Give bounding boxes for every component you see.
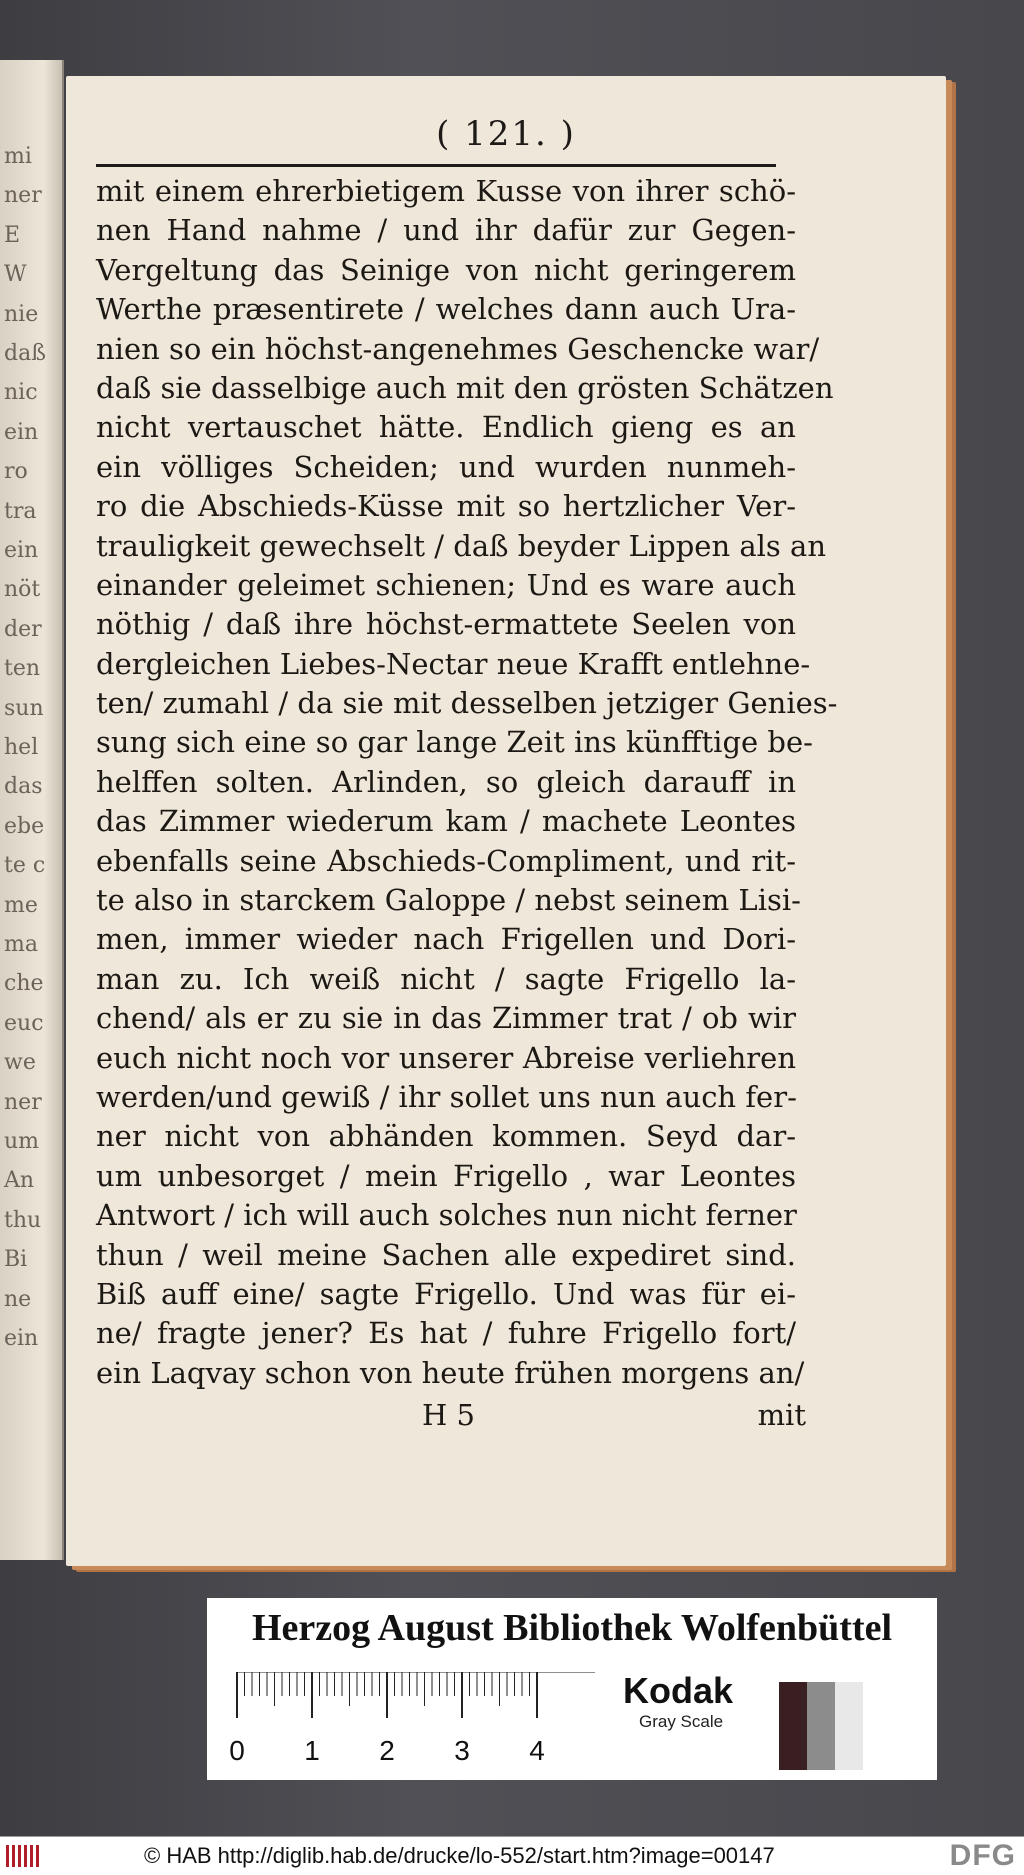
ruler-number: 3 [454,1735,470,1766]
text-line: chend/ als er zu sie in das Zimmer trat / ob wir [96,1001,796,1036]
text-line: ne/ fragte jener? Es hat / fuhre Frigello fort/ [96,1316,796,1351]
book-page [66,76,946,1566]
library-name: Herzog August Bibliothek Wolfenbüttel [251,1607,893,1649]
text-line: thun / weil meine Sachen alle expediret sind. [96,1237,796,1272]
text-line: ner nicht von abhänden kommen. Seyd dar- [96,1119,796,1154]
text-line: te also in starckem Galoppe / nebst seinem Lisi- [96,883,801,918]
text-line: Biß auff eine/ sagte Frigello. Und was für ei- [96,1276,796,1311]
text-line: helffen solten. Arlinden, so gleich darauff in [96,764,796,799]
gray-scale-swatches [779,1682,863,1770]
left-page-fragment: mi [4,144,32,169]
text-line: das Zimmer wiederum kam / machete Leontes [96,804,796,839]
signature-mark: H 5 [422,1398,475,1432]
left-page-fragment: thu [4,1207,42,1233]
text-line: ein völliges Scheiden; und wurden nunmeh- [96,449,796,484]
left-page-fragment: sun [4,695,44,721]
left-page-fragment: ner [4,1089,42,1115]
hab-logo-icon [4,1841,44,1871]
ruler-number: 0 [229,1735,245,1766]
left-page-fragment: ein [4,538,39,563]
left-page-fragment: we [4,1050,36,1076]
text-line: ro die Abschieds-Küsse mit so hertzlicher Ver- [96,489,796,524]
left-page-fragment: ner [4,183,42,209]
text-line: werden/und gewiß / ihr sollet uns nun auch fer- [96,1079,797,1114]
text-line: Vergeltung das Seinige von nicht geringerem [96,252,796,287]
left-page-fragment: hel [4,735,39,760]
text-line: Antwort / ich will auch solches nun nicht ferner [96,1198,797,1233]
left-page-fragment: ne [4,1286,32,1312]
left-page-fragment: das [4,774,43,800]
left-page-fragment: me [4,892,38,918]
left-page-fragment: che [4,971,44,997]
gray-scale-label: Gray Scale [639,1712,724,1731]
ruler-number: 2 [379,1735,395,1766]
text-line: dergleichen Liebes-Nectar neue Krafft entlehne- [96,646,811,681]
catchword: mit [757,1398,806,1432]
left-page-fragment: ma [4,932,38,957]
library-color-card [207,1598,937,1780]
left-page-fragment: W [4,262,27,288]
text-line: um unbesorget / mein Frigello , war Leontes [96,1158,796,1193]
left-page-fragment: ten [4,656,41,682]
page-text [96,172,838,1393]
left-page-fragment: ein [4,419,39,445]
kodak-logo: Kodak [623,1670,734,1711]
left-page-fragment: te c [4,853,46,879]
text-line: euch nicht noch vor unserer Abreise verliehren [96,1040,796,1075]
text-line: daß sie dasselbige auch mit den grösten Schätzen [96,370,834,405]
text-line: mit einem ehrerbietigem Kusse von ihrer schö- [96,174,796,208]
left-page-fragment: nöt [4,577,41,603]
left-page-fragment: der [4,616,42,642]
ruler-number: 1 [304,1735,320,1766]
text-line: Werthe præsentirete / welches dann auch Ura- [96,292,796,327]
left-page-fragment: ebe [4,813,45,839]
text-line: nien so ein höchst-angenehmes Geschencke war/ [96,331,820,366]
text-line: ein Laqvay schon von heute frühen morgens an/ [96,1355,805,1390]
scale-ruler [229,1672,599,1772]
left-page-fragment: E [4,222,21,248]
header-rule [96,164,776,167]
left-page-fragment: daß [4,341,46,366]
left-page-fragment: um [4,1129,40,1154]
left-page-fragment: euc [4,1010,44,1036]
left-page-fragment: ro [4,459,28,485]
left-page-fragment: tra [4,498,37,524]
text-line: men, immer wieder nach Frigellen und Dori- [96,922,796,957]
text-line: man zu. Ich weiß nicht / sagte Frigello la- [96,961,796,996]
footer-bar [0,1836,1024,1875]
left-page-fragment: An [4,1168,35,1194]
left-page-fragment: nie [4,301,39,327]
left-page-fragment: Bi [4,1247,28,1273]
gray-swatch [835,1682,863,1770]
text-line: einander geleimet schienen; Und es ware auch [96,567,796,602]
text-line: trauligkeit gewechselt / daß beyder Lippen als an [96,528,826,563]
text-line: sung sich eine so gar lange Zeit ins künfftige be- [96,725,813,760]
left-page-fragment: ein [4,1326,39,1351]
text-line: nen Hand nahme / und ihr dafür zur Gegen- [96,213,796,248]
dfg-logo: DFG [949,1839,1016,1872]
text-line: nöthig / daß ihre höchst-ermattete Seelen von [96,607,796,642]
left-page-edge [0,60,64,1560]
page-footer-line [96,1398,806,1438]
ruler-number: 4 [529,1735,545,1766]
gray-swatch [779,1682,807,1770]
text-line: ebenfalls seine Abschieds-Compliment, und rit- [96,843,796,878]
text-line: nicht vertauschet hätte. Endlich gieng es an [96,410,796,445]
text-line: ten/ zumahl / da sie mit desselben jetziger Genies- [96,686,838,721]
page-number: ( 121. ) [436,114,576,154]
gray-swatch [807,1682,835,1770]
footer-url[interactable]: © HAB http://diglib.hab.de/drucke/lo-552/start.htm?image=00147 [144,1843,775,1868]
left-page-fragment: nic [4,380,38,406]
